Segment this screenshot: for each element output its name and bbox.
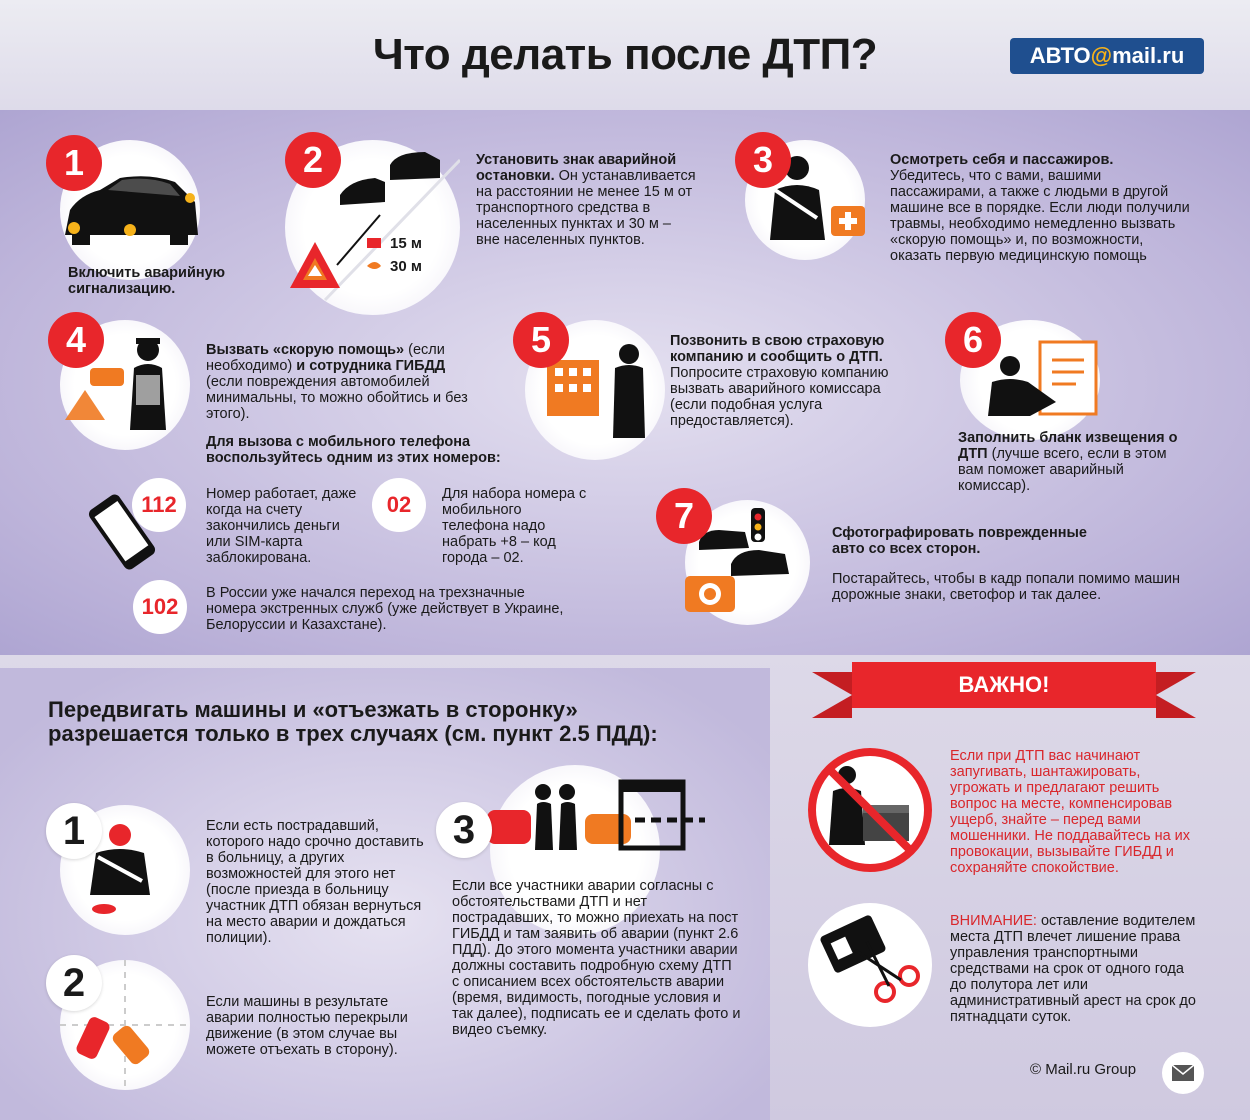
mail-envelope-button[interactable] <box>1162 1052 1204 1094</box>
step5-number: 5 <box>513 312 569 368</box>
step4-text-block <box>206 342 476 422</box>
step6-text-block <box>958 430 1188 494</box>
step3-text: Убедитесь, что с вами, вашими пассажирами, а также с людьми в другой машине все в порядке. Если люди получили травмы, необходимо немедленно вызвать «скорую помощь» и, по возможности, оказать первую медицинскую помощь <box>890 168 1190 264</box>
no-bribe-icon <box>805 745 935 875</box>
step5-title: Позвонить в свою страховую компанию и сообщить о ДТП. <box>670 333 885 365</box>
step7-number: 7 <box>656 488 712 544</box>
case1-text: Если есть пострадавший, которого надо срочно доставить в больницу, а других возможностей для этого нет (после приезда в больницу участник ДТП обязан вернуться на место аварии и дождаться полиции). <box>206 818 424 946</box>
step2-title: Установить знак аварийной остановки. <box>476 152 677 184</box>
page-title: Что делать после ДТП? <box>372 30 878 79</box>
step1-text: Включить аварийную сигнализацию. <box>68 265 226 297</box>
phone-112-text: Номер работает, даже когда на счету закончились деньги или SIM-карта заблокирована. <box>206 486 357 566</box>
phone-02-text: Для набора номера с мобильного телефона надо набрать +8 – код города – 02. <box>442 486 587 566</box>
phone-102-text: В России уже начался переход на трехзначные номера экстренных служб (уже действует в Украине, Белоруссии и Казахстане). <box>206 585 564 633</box>
step2-distance-30: 30 м <box>390 258 422 275</box>
avto-mail-logo[interactable] <box>1010 38 1204 74</box>
step4-mobile-title: Для вызова с мобильного телефона воспользуйтесь одним из этих номеров: <box>206 434 501 466</box>
case1-number: 1 <box>46 803 102 859</box>
step2-distance-15: 15 м <box>390 235 422 252</box>
step4-text-a: (если необходимо) <box>206 342 445 374</box>
envelope-icon <box>1171 1064 1195 1082</box>
step4-number: 4 <box>48 312 104 368</box>
step1-number: 1 <box>46 135 102 191</box>
phone-02-badge: 02 <box>372 478 426 532</box>
attention-text-block <box>950 913 1200 1025</box>
traffic-post-icon <box>485 778 705 858</box>
step5-text: Попросите страховую компанию вызвать аварийного комиссара (если подобная услуга предоставляется). <box>670 365 889 429</box>
banner-ribbon-left <box>812 672 852 718</box>
step7-text: Постарайтесь, чтобы в кадр попали помимо машин дорожные знаки, светофор и так далее. <box>832 571 1181 603</box>
case3-number: 3 <box>436 802 492 858</box>
move-section-title: Передвигать машины и «отъезжать в сторонку» разрешается только в трех случаях (см. пункт 2.5 ПДД): <box>48 697 658 746</box>
case2-text: Если машины в результате аварии полностью перекрыли движение (в этом случае вы можете отъехать в сторону). <box>206 994 408 1058</box>
step3-number: 3 <box>735 132 791 188</box>
case3-text: Если все участники аварии согласны с обстоятельствами ДТП и нет пострадавших, то можно приехать на пост ГИБДД и там заявить об аварии (пункт 2.6 ПДД). До этого момента участники аварии должны составить подробную схему ДТП с описанием всех обстоятельств аварии (время, видимость, погодные условия и так далее), подписать ее и сделать фото и видео съемку. <box>452 878 741 1038</box>
step3-text-block <box>890 152 1190 264</box>
important-warning-text: Если при ДТП вас начинают запугивать, шантажировать, угрожать и предлагают решить вопрос на месте, компенсировав ущерб, знайте – перед вами мошенники. Не поддавайтесь на их провокации, вызывайте ГИБДД и сохраняйте спокойствие. <box>950 748 1191 876</box>
attention-text: оставление водителем места ДТП влечет лишение права управления транспортными средствами на срок от одного года до полутора лет или административный арест на срок до пятнадцати суток. <box>950 913 1196 1025</box>
important-banner: ВАЖНО! <box>852 662 1156 708</box>
step7-title: Сфотографировать поврежденные авто со всех сторон. <box>832 525 1087 557</box>
logo-at: @ <box>1090 43 1113 68</box>
step3-title: Осмотреть себя и пассажиров. <box>890 152 1114 168</box>
banner-ribbon-right <box>1156 672 1196 718</box>
copyright: © Mail.ru Group <box>1030 1061 1137 1078</box>
step2-text-block <box>476 152 696 248</box>
step4-title-b: и сотрудника ГИБДД <box>296 358 446 374</box>
step4-text-b: (если повреждения автомобилей минимальны, то можно обойтись и без этого). <box>206 374 468 422</box>
attention-label: ВНИМАНИЕ: <box>950 913 1037 929</box>
step6-title: Заполнить бланк извещения о ДТП <box>958 430 1178 462</box>
step5-text-block <box>670 333 895 429</box>
step6-number: 6 <box>945 312 1001 368</box>
step6-text: (лучше всего, если в этом вам поможет аварийный комиссар). <box>958 446 1167 494</box>
step2-number: 2 <box>285 132 341 188</box>
phone-102-badge: 102 <box>133 580 187 634</box>
step4-title-a: Вызвать «скорую помощь» <box>206 342 405 358</box>
step2-text: Он устанавливается на расстоянии не менее 15 м от транспортного средства в населенных пунктах и 30 м – вне населенных пунктов. <box>476 168 696 248</box>
phone-112-badge: 112 <box>132 478 186 532</box>
logo-avto: АВТО <box>1029 43 1091 68</box>
case2-number: 2 <box>46 955 102 1011</box>
license-scissors-icon <box>805 900 935 1030</box>
logo-mail: mail.ru <box>1112 43 1185 68</box>
